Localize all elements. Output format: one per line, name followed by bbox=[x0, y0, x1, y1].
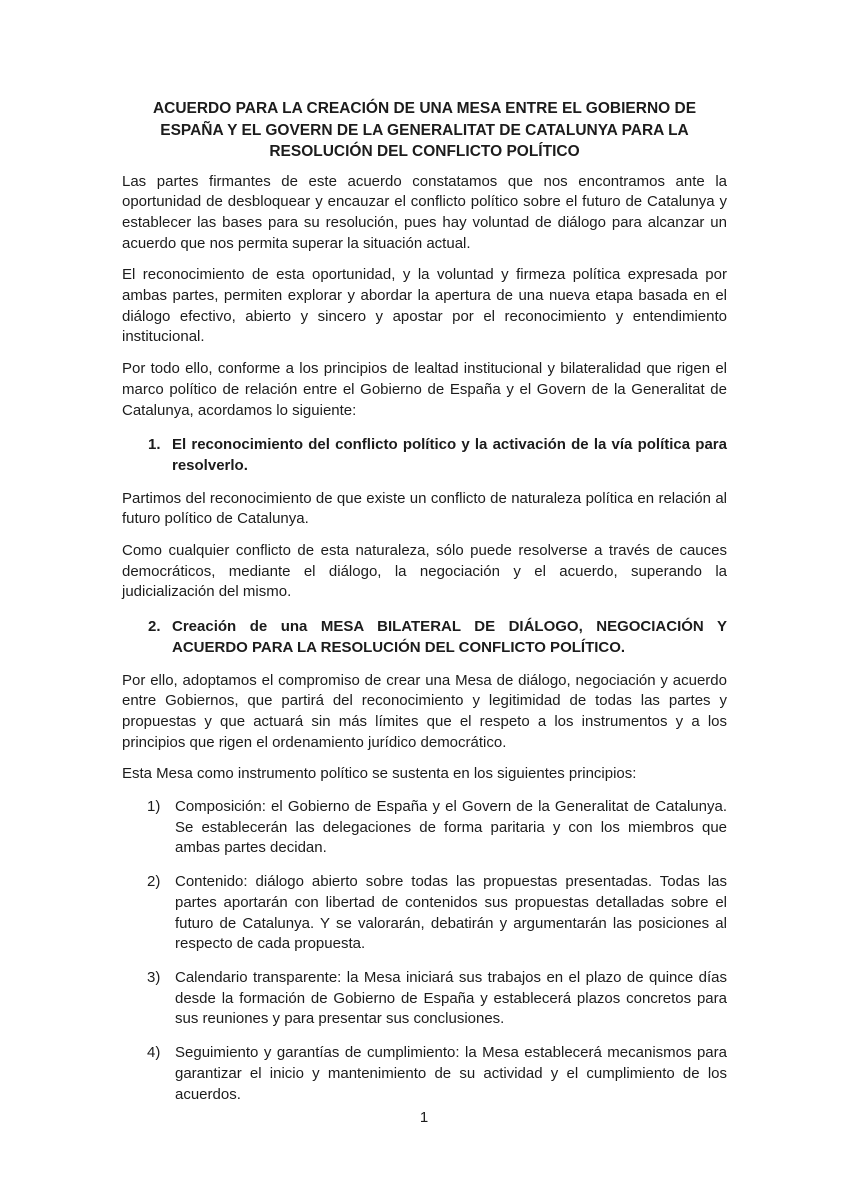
section-2-paragraph-1: Por ello, adoptamos el compromiso de crear una Mesa de diálogo, negociación y acuerdo entre Gobiernos, que partirá del reconocimiento y legitimidad de todas las partes y propuestas y que actuará sin más límites que el respeto a los instrumentos y a los principios que rigen el ordenamiento jurídico democrático. bbox=[122, 671, 727, 751]
principle-2-text: Contenido: diálogo abierto sobre todas las propuestas presentadas. Todas las partes aportarán con libertad de contenidos sus propuestas detalladas sobre el futuro de Catalunya. Y se valorarán, debatirán y argumentarán las posiciones al respecto de cada propuesta. bbox=[175, 873, 727, 953]
section-2-heading-text: Creación de una MESA BILATERAL DE DIÁLOGO, NEGOCIACIÓN Y ACUERDO PARA LA RESOLUCIÓN DEL CONFLICTO POLÍTICO. bbox=[172, 618, 727, 656]
intro-paragraph-1: Las partes firmantes de este acuerdo constatamos que nos encontramos ante la oportunidad de desbloquear y encauzar el conflicto político sobre el futuro de Catalunya y establecer las bases para su resolución, pues hay voluntad de diálogo para alcanzar un acuerdo que nos permita superar la situación actual. bbox=[122, 172, 727, 252]
principle-2-number: 2) bbox=[147, 873, 161, 891]
principle-4-text: Seguimiento y garantías de cumplimiento: la Mesa establecerá mecanismos para garantizar el inicio y mantenimiento de su actividad y el cumplimiento de los acuerdos. bbox=[175, 1044, 727, 1103]
title-line-1: ACUERDO PARA LA CREACIÓN DE UNA MESA ENTRE EL GOBIERNO DE bbox=[152, 100, 697, 117]
principle-4-number: 4) bbox=[147, 1044, 161, 1062]
principle-1-number: 1) bbox=[147, 798, 161, 816]
principle-3-text: Calendario transparente: la Mesa iniciará sus trabajos en el plazo de quince días desde la formación de Gobierno de España y establecerá plazos concretos para sus reuniones y para presentar sus conclusiones. bbox=[175, 969, 727, 1028]
principle-1-text: Composición: el Gobierno de España y el Govern de la Generalitat de Catalunya. Se establecerán las delegaciones de forma paritaria y con los miembros que ambas partes decidan. bbox=[175, 798, 727, 857]
section-1-number: 1. bbox=[148, 436, 161, 454]
section-1-paragraph-2: Como cualquier conflicto de esta naturaleza, sólo puede resolverse a través de cauces democráticos, mediante el diálogo, la negociación y el acuerdo, superando la judicialización del mismo. bbox=[122, 542, 727, 601]
page-number: 1 bbox=[419, 1109, 429, 1126]
document-title bbox=[122, 98, 727, 163]
title-line-2: ESPAÑA Y EL GOVERN DE LA GENERALITAT DE CATALUNYA PARA LA bbox=[160, 121, 689, 139]
intro-paragraph-3: Por todo ello, conforme a los principios de lealtad institucional y bilateralidad que rigen el marco político de relación entre el Gobierno de España y el Govern de la Generalitat de Catalunya, acordamos lo siguiente: bbox=[122, 360, 727, 419]
intro-paragraph-2: El reconocimiento de esta oportunidad, y la voluntad y firmeza política expresada por ambas partes, permiten explorar y abordar la apertura de una nueva etapa basada en el diálogo efectivo, abierto y sincero y apostar por el reconocimiento y entendimiento institucional. bbox=[122, 266, 727, 346]
principle-item-4 bbox=[122, 1043, 727, 1105]
principles-list bbox=[122, 797, 727, 1105]
section-1-heading bbox=[122, 435, 727, 476]
title-line-3: RESOLUCIÓN DEL CONFLICTO POLÍTICO bbox=[269, 143, 580, 160]
document-content bbox=[122, 98, 727, 1118]
section-1-paragraph-1: Partimos del reconocimiento de que existe un conflicto de naturaleza política en relación al futuro político de Catalunya. bbox=[122, 489, 727, 528]
principle-3-number: 3) bbox=[147, 969, 161, 986]
section-2-number: 2. bbox=[148, 618, 161, 636]
principle-item-1 bbox=[122, 797, 727, 859]
principle-item-2 bbox=[122, 872, 727, 955]
section-2-heading bbox=[122, 617, 727, 658]
section-2-paragraph-2: Esta Mesa como instrumento político se sustenta en los siguientes principios: bbox=[122, 765, 637, 783]
section-1-heading-text: El reconocimiento del conflicto político y la activación de la vía política para resolverlo. bbox=[172, 436, 727, 474]
principle-item-3 bbox=[122, 968, 727, 1030]
